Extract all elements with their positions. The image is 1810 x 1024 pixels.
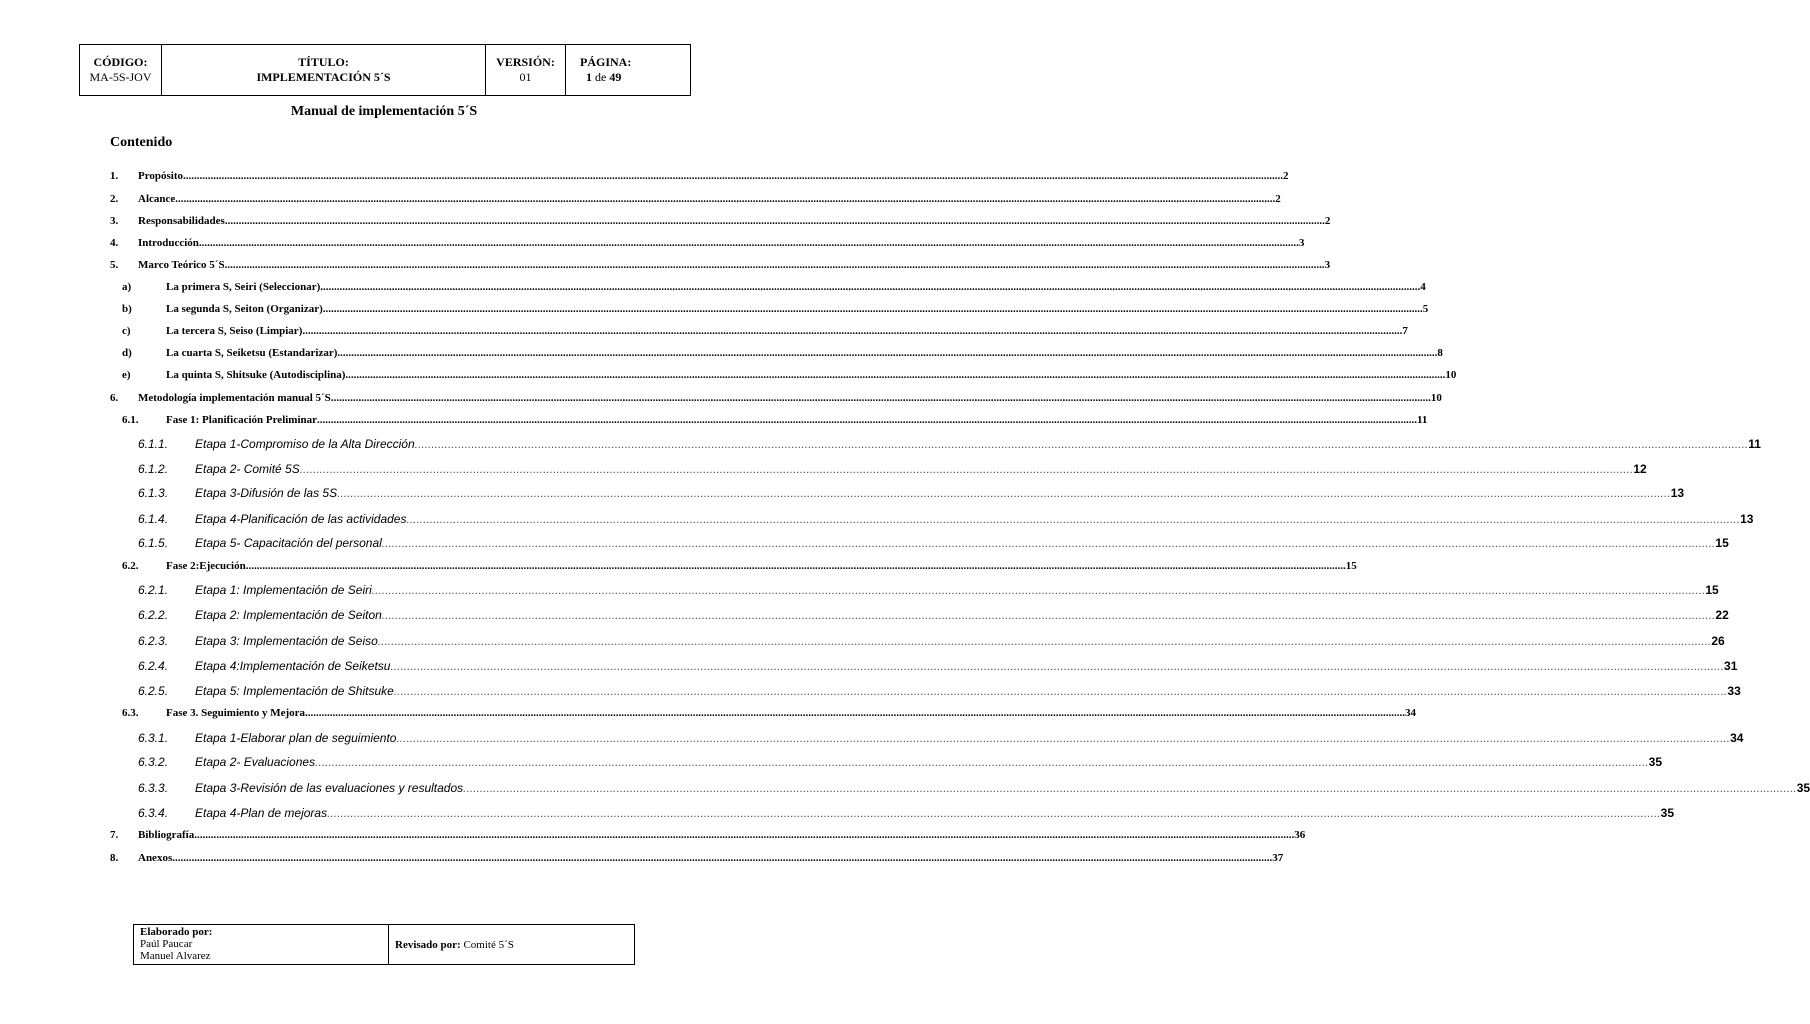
- title-cell: [162, 45, 486, 95]
- toc-entry-number: 5.: [110, 259, 119, 271]
- toc-entry-number: 6.1.2.: [138, 462, 169, 476]
- toc-entry[interactable]: [138, 392, 1442, 404]
- toc-entry-label: La tercera S, Seiso (Limpiar): [166, 325, 303, 337]
- toc-entry-number: b): [122, 303, 132, 315]
- toc-entry-page: 22: [1715, 608, 1729, 622]
- toc-entry-number: a): [122, 281, 132, 293]
- toc-heading: Contenido: [110, 135, 173, 150]
- toc-entry-number: 6.3.2.: [138, 755, 169, 769]
- toc-entry-page: 26: [1711, 634, 1725, 648]
- page-total: 49: [609, 70, 622, 84]
- toc-entry[interactable]: [195, 684, 1741, 698]
- toc-entry-page: 15: [1345, 560, 1357, 572]
- toc-entry[interactable]: [166, 414, 1428, 426]
- toc-entry[interactable]: [166, 325, 1408, 337]
- toc-entry-number: 6.1.4.: [138, 512, 169, 526]
- toc-entry-number: 6.1.: [122, 414, 139, 426]
- toc-entry[interactable]: [195, 806, 1675, 820]
- toc-entry-label: Etapa 4:Implementación de Seiketsu: [195, 659, 391, 673]
- toc-entry[interactable]: [166, 347, 1443, 359]
- toc-entry[interactable]: [166, 303, 1429, 315]
- toc-entry-label: Responsabilidades: [138, 215, 225, 227]
- toc-entry[interactable]: [138, 829, 1306, 841]
- toc-dot-leader: ................................................................................................................................................................................................................................................................................................................................................................................................................: [224, 259, 1325, 271]
- title-value: IMPLEMENTACIÓN 5´S: [256, 70, 391, 84]
- toc-entry-page: 10: [1445, 369, 1457, 381]
- toc-entry-page: 15: [1715, 536, 1729, 550]
- toc-entry-label: Etapa 1: Implementación de Seiri: [195, 583, 372, 597]
- toc-entry-number: 6.3.4.: [138, 806, 169, 820]
- toc-entry-label: La cuarta S, Seiketsu (Estandarizar): [166, 347, 338, 359]
- prepared-by-label: Elaborado por:: [140, 926, 213, 938]
- toc-entry[interactable]: [138, 170, 1289, 182]
- toc-entry-label: Fase 2:Ejecución: [166, 560, 246, 572]
- toc-entry-label: Etapa 2- Evaluaciones: [195, 755, 316, 769]
- toc-entry-page: 2: [1275, 193, 1281, 205]
- toc-entry-label: Etapa 4-Plan de mejoras: [195, 806, 328, 820]
- toc-entry-page: 3: [1324, 259, 1331, 271]
- version-cell: [486, 45, 566, 95]
- toc-dot-leader: ................................................................................................................................................................................................................................................................................................................................................................................................................: [322, 303, 1423, 315]
- toc-entry-page: 10: [1430, 392, 1442, 404]
- toc-entry-number: 8.: [110, 852, 119, 864]
- toc-entry[interactable]: [195, 608, 1729, 622]
- toc-entry-label: Etapa 4-Planificación de las actividades: [195, 512, 407, 526]
- toc-entry[interactable]: [195, 512, 1754, 526]
- reviewed-by-name: Comité 5´S: [463, 938, 514, 951]
- toc-entry[interactable]: [138, 193, 1281, 205]
- toc-dot-leader: ................................................................................................................................................................................................................................................................................................................................................................................................................: [393, 684, 1728, 698]
- reviewed-by-label: Revisado por:: [395, 938, 461, 951]
- toc-entry-label: Bibliografía: [138, 829, 195, 841]
- toc-dot-leader: ................................................................................................................................................................................................................................................................................................................................................................................................................: [396, 731, 1731, 745]
- prepared-by-cell: [134, 925, 389, 964]
- toc-entry[interactable]: [138, 237, 1305, 249]
- toc-entry-page: 13: [1740, 512, 1754, 526]
- toc-entry-page: 12: [1633, 462, 1647, 476]
- toc-entry-number: 3.: [110, 215, 119, 227]
- version-label: VERSIÓN:: [496, 55, 555, 69]
- page-label: PÁGINA:: [580, 55, 632, 69]
- toc-entry-page: 8: [1437, 347, 1443, 359]
- page-cell: [566, 45, 690, 95]
- toc-dot-leader: ................................................................................................................................................................................................................................................................................................................................................................................................................: [320, 281, 1421, 293]
- toc-entry-label: Etapa 5: Implementación de Shitsuke: [195, 684, 394, 698]
- toc-dot-leader: ................................................................................................................................................................................................................................................................................................................................................................................................................: [371, 583, 1706, 597]
- toc-entry-label: Etapa 5- Capacitación del personal: [195, 536, 382, 550]
- toc-entry[interactable]: [166, 281, 1426, 293]
- prepared-by-name: Paúl Paucar: [140, 938, 193, 950]
- toc-entry-page: 2: [1283, 170, 1289, 182]
- toc-dot-leader: ................................................................................................................................................................................................................................................................................................................................................................................................................: [299, 462, 1634, 476]
- toc-dot-leader: ................................................................................................................................................................................................................................................................................................................................................................................................................: [198, 237, 1299, 249]
- toc-entry-number: 6.2.3.: [138, 634, 169, 648]
- toc-entry[interactable]: [138, 259, 1331, 271]
- toc-entry-number: 6.3.: [122, 707, 139, 719]
- toc-dot-leader: ................................................................................................................................................................................................................................................................................................................................................................................................................: [463, 781, 1797, 795]
- toc-entry[interactable]: [195, 731, 1744, 745]
- toc-entry-number: 1.: [110, 170, 119, 182]
- toc-entry-number: d): [122, 347, 132, 359]
- toc-entry-number: c): [122, 325, 131, 337]
- toc-entry-label: Anexos: [138, 852, 173, 864]
- toc-entry[interactable]: [166, 560, 1357, 572]
- toc-entry-number: 7.: [110, 829, 119, 841]
- toc-dot-leader: ................................................................................................................................................................................................................................................................................................................................................................................................................: [381, 536, 1716, 550]
- toc-entry-number: 2.: [110, 193, 119, 205]
- toc-entry[interactable]: [138, 852, 1284, 864]
- toc-entry[interactable]: [195, 536, 1729, 550]
- page-of: de: [595, 70, 607, 84]
- toc-entry-number: 6.2.2.: [138, 608, 169, 622]
- toc-entry-number: 6.2.: [122, 560, 139, 572]
- toc-entry[interactable]: [138, 215, 1331, 227]
- document-title: Manual de implementación 5´S: [290, 104, 478, 119]
- toc-entry[interactable]: [195, 486, 1685, 500]
- toc-entry[interactable]: [195, 755, 1663, 769]
- toc-entry-number: 6.3.1.: [138, 731, 169, 745]
- toc-dot-leader: ................................................................................................................................................................................................................................................................................................................................................................................................................: [302, 325, 1403, 337]
- toc-entry-number: 6.: [110, 392, 119, 404]
- toc-entry-label: Fase 1: Planificación Preliminar: [166, 414, 318, 426]
- toc-entry-label: Fase 3. Seguimiento y Mejora: [166, 707, 305, 719]
- prepared-by-name: Manuel Alvarez: [140, 950, 211, 962]
- toc-dot-leader: ................................................................................................................................................................................................................................................................................................................................................................................................................: [337, 347, 1438, 359]
- code-value: MA-5S-JOV: [89, 70, 152, 84]
- toc-entry-label: Etapa 1-Elaborar plan de seguimiento: [195, 731, 397, 745]
- toc-entry-label: Alcance: [138, 193, 176, 205]
- document-header-table: [79, 44, 691, 96]
- toc-dot-leader: ................................................................................................................................................................................................................................................................................................................................................................................................................: [183, 170, 1284, 182]
- toc-dot-leader: ................................................................................................................................................................................................................................................................................................................................................................................................................: [317, 414, 1418, 426]
- toc-entry-label: Etapa 2- Comité 5S: [195, 462, 300, 476]
- toc-dot-leader: ................................................................................................................................................................................................................................................................................................................................................................................................................: [377, 634, 1712, 648]
- toc-entry-page: 11: [1417, 414, 1428, 426]
- toc-entry-page: 7: [1402, 325, 1408, 337]
- toc-entry-number: 6.2.1.: [138, 583, 169, 597]
- reviewed-by-cell: [389, 925, 634, 964]
- toc-entry[interactable]: [195, 437, 1761, 451]
- toc-dot-leader: ................................................................................................................................................................................................................................................................................................................................................................................................................: [194, 829, 1295, 841]
- toc-dot-leader: ................................................................................................................................................................................................................................................................................................................................................................................................................: [315, 755, 1649, 769]
- toc-entry-number: 4.: [110, 237, 119, 249]
- toc-entry-label: Marco Teórico 5´S: [138, 259, 225, 271]
- toc-entry[interactable]: [166, 707, 1416, 719]
- page-number: [580, 70, 690, 85]
- toc-entry-page: 35: [1660, 806, 1675, 820]
- page-current: 1: [586, 70, 592, 84]
- toc-dot-leader: ................................................................................................................................................................................................................................................................................................................................................................................................................: [390, 659, 1725, 673]
- toc-entry-page: 4: [1420, 281, 1426, 293]
- toc-entry-label: Introducción: [138, 237, 199, 249]
- toc-entry-number: e): [122, 369, 131, 381]
- toc-entry-page: 2: [1324, 215, 1331, 227]
- toc-entry-page: 34: [1405, 707, 1416, 719]
- toc-entry-page: 34: [1730, 731, 1744, 745]
- toc-entry-label: Etapa 3-Difusión de las 5S: [195, 486, 338, 500]
- toc-entry-label: La quinta S, Shitsuke (Autodisciplina): [166, 369, 346, 381]
- toc-entry-page: 35: [1796, 781, 1810, 795]
- toc-entry-label: Metodología implementación manual 5´S: [138, 392, 331, 404]
- toc-dot-leader: ................................................................................................................................................................................................................................................................................................................................................................................................................: [414, 437, 1749, 451]
- toc-entry-label: La primera S, Seiri (Seleccionar): [166, 281, 321, 293]
- toc-entry[interactable]: [166, 369, 1457, 381]
- toc-dot-leader: ................................................................................................................................................................................................................................................................................................................................................................................................................: [224, 215, 1325, 227]
- toc-dot-leader: ................................................................................................................................................................................................................................................................................................................................................................................................................: [381, 608, 1716, 622]
- version-value: 01: [519, 70, 532, 84]
- toc-dot-leader: ................................................................................................................................................................................................................................................................................................................................................................................................................: [337, 486, 1671, 500]
- toc-entry-number: 6.1.5.: [138, 536, 169, 550]
- toc-entry-page: 37: [1272, 852, 1284, 864]
- title-label: TÍTULO:: [298, 55, 349, 69]
- toc-dot-leader: ................................................................................................................................................................................................................................................................................................................................................................................................................: [345, 369, 1446, 381]
- toc-entry-number: 6.2.5.: [138, 684, 169, 698]
- toc-entry[interactable]: [195, 659, 1738, 673]
- toc-entry-label: Etapa 1-Compromiso de la Alta Dirección: [195, 437, 415, 451]
- toc-entry-page: 3: [1298, 237, 1305, 249]
- toc-entry-number: 6.3.3.: [138, 781, 169, 795]
- toc-entry[interactable]: [195, 634, 1725, 648]
- toc-entry-number: 6.2.4.: [138, 659, 169, 673]
- toc-dot-leader: ................................................................................................................................................................................................................................................................................................................................................................................................................: [245, 560, 1346, 572]
- toc-dot-leader: ................................................................................................................................................................................................................................................................................................................................................................................................................: [330, 392, 1431, 404]
- toc-entry-page: 36: [1294, 829, 1306, 841]
- toc-entry[interactable]: [195, 583, 1719, 597]
- code-label: CÓDIGO:: [93, 55, 148, 69]
- toc-entry-page: 11: [1748, 437, 1761, 451]
- toc-entry-label: La segunda S, Seiton (Organizar): [166, 303, 323, 315]
- toc-entry-page: 33: [1727, 684, 1741, 698]
- toc-entry-page: 13: [1670, 486, 1685, 500]
- toc-dot-leader: ................................................................................................................................................................................................................................................................................................................................................................................................................: [327, 806, 1661, 820]
- toc-entry-label: Etapa 2: Implementación de Seiton: [195, 608, 382, 622]
- toc-entry[interactable]: [195, 781, 1810, 795]
- toc-entry-page: 35: [1648, 755, 1663, 769]
- approval-footer-table: [133, 924, 635, 965]
- toc-entry-number: 6.1.3.: [138, 486, 169, 500]
- toc-entry-label: Propósito: [138, 170, 184, 182]
- toc-entry-page: 5: [1422, 303, 1429, 315]
- toc-dot-leader: ................................................................................................................................................................................................................................................................................................................................................................................................................: [305, 707, 1405, 719]
- toc-dot-leader: ................................................................................................................................................................................................................................................................................................................................................................................................................: [175, 193, 1276, 205]
- toc-dot-leader: ................................................................................................................................................................................................................................................................................................................................................................................................................: [406, 512, 1741, 526]
- toc-entry-page: 31: [1724, 659, 1738, 673]
- toc-entry[interactable]: [195, 462, 1647, 476]
- toc-entry-number: 6.1.1.: [138, 437, 169, 451]
- code-cell: [80, 45, 162, 95]
- toc-entry-page: 15: [1705, 583, 1719, 597]
- toc-entry-label: Etapa 3-Revisión de las evaluaciones y resultados: [195, 781, 464, 795]
- toc-dot-leader: ................................................................................................................................................................................................................................................................................................................................................................................................................: [172, 852, 1273, 864]
- toc-entry-label: Etapa 3: Implementación de Seiso: [195, 634, 378, 648]
